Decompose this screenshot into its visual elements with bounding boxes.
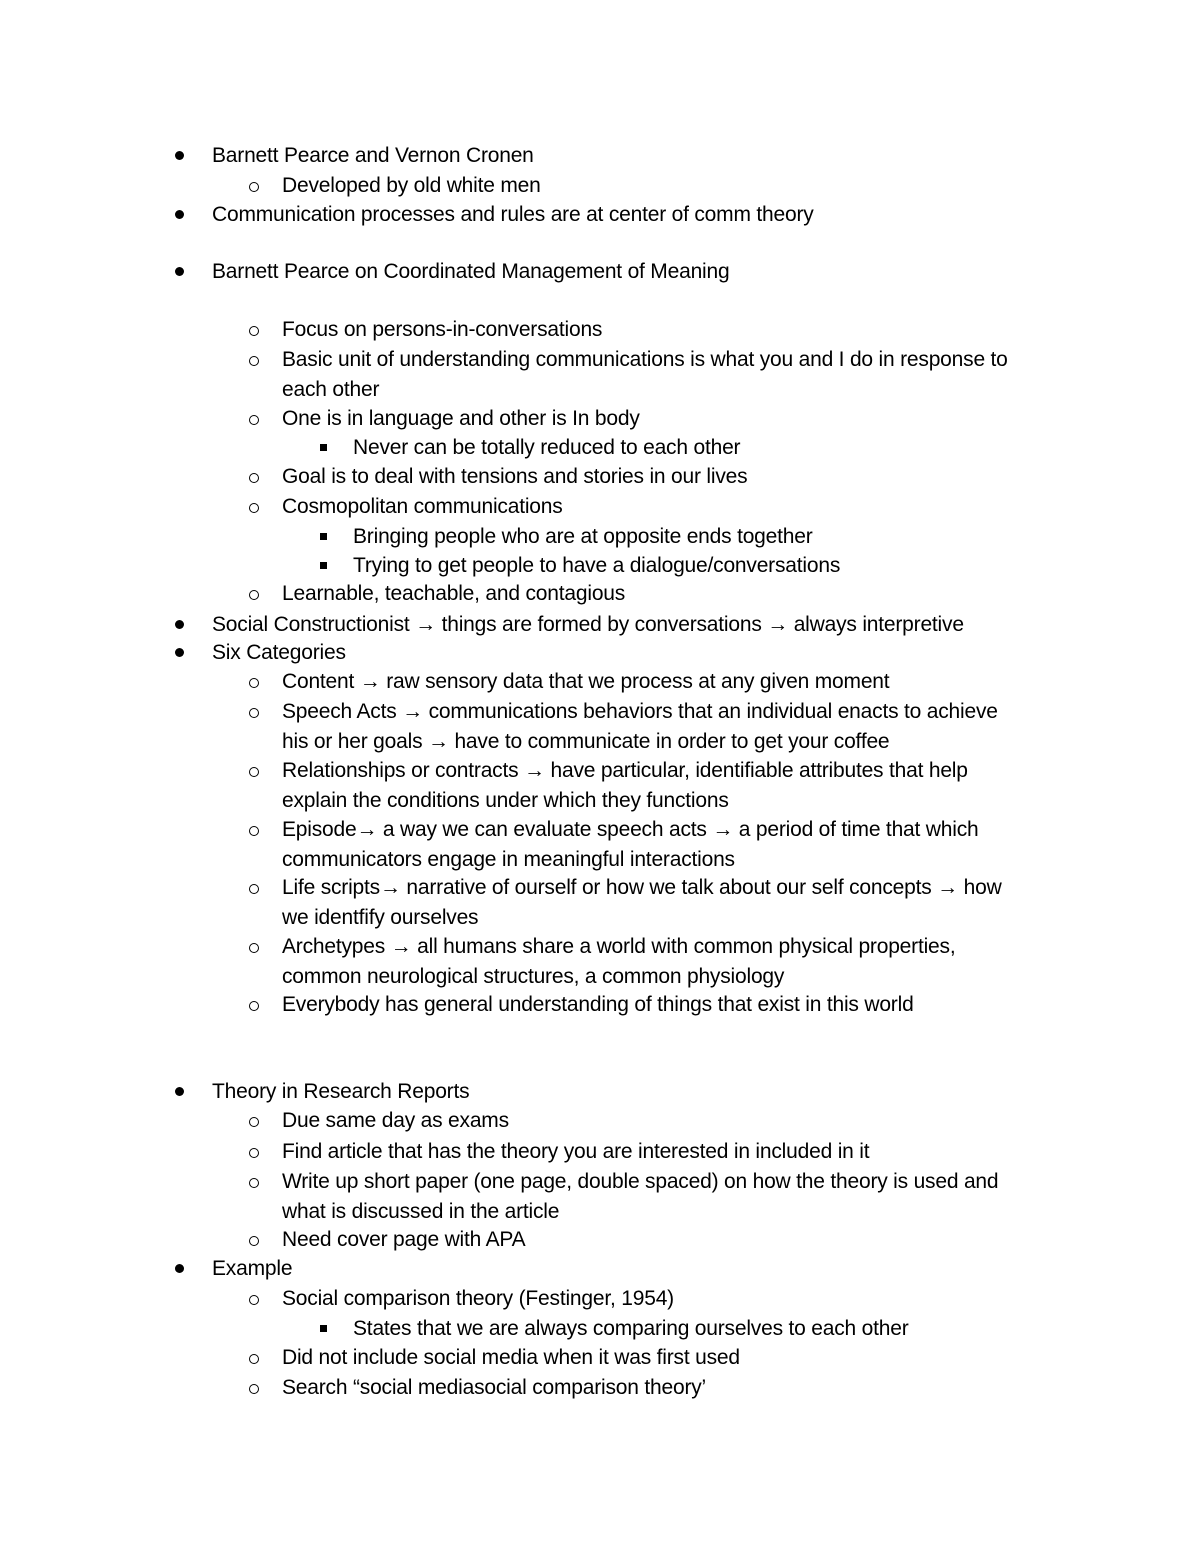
- bullet-text: Life scripts→ narrative of ourself or how we talk about our self concepts → how: [282, 876, 1002, 899]
- bullet-text: Goal is to deal with tensions and stories in our lives: [282, 465, 748, 488]
- bullet-text: Six Categories: [212, 641, 346, 664]
- disc-bullet-icon: [175, 1087, 184, 1096]
- disc-bullet-icon: [175, 648, 184, 657]
- circle-bullet-icon: [249, 1354, 259, 1364]
- circle-bullet-icon: [249, 1148, 259, 1158]
- bullet-text: communicators engage in meaningful interactions: [282, 848, 735, 871]
- bullet-text: Find article that has the theory you are interested in included in it: [282, 1140, 870, 1163]
- bullet-text: Speech Acts → communications behaviors that an individual enacts to achieve: [282, 700, 998, 723]
- bullet-text: Relationships or contracts → have particular, identifiable attributes that help: [282, 759, 968, 782]
- circle-bullet-icon: [249, 767, 259, 777]
- circle-bullet-icon: [249, 503, 259, 513]
- bullet-text: Content → raw sensory data that we process at any given moment: [282, 670, 890, 693]
- disc-bullet-icon: [175, 267, 184, 276]
- bullet-text: Trying to get people to have a dialogue/conversations: [353, 554, 841, 577]
- bullet-text: Archetypes → all humans share a world with common physical properties,: [282, 935, 956, 958]
- circle-bullet-icon: [249, 590, 259, 600]
- bullet-text: One is in language and other is In body: [282, 407, 640, 430]
- circle-bullet-icon: [249, 415, 259, 425]
- bullet-text: Write up short paper (one page, double spaced) on how the theory is used and: [282, 1170, 999, 1193]
- bullet-text: Basic unit of understanding communications is what you and I do in response to: [282, 348, 1008, 371]
- square-bullet-icon: [320, 533, 327, 540]
- circle-bullet-icon: [249, 708, 259, 718]
- bullet-text: Learnable, teachable, and contagious: [282, 582, 626, 605]
- bullet-text: Search “social mediasocial comparison theory’: [282, 1376, 707, 1399]
- bullet-text: Everybody has general understanding of things that exist in this world: [282, 993, 914, 1016]
- bullet-text: Social comparison theory (Festinger, 1954): [282, 1287, 674, 1310]
- circle-bullet-icon: [249, 1295, 259, 1305]
- bullet-text: Cosmopolitan communications: [282, 495, 563, 518]
- bullet-text: common neurological structures, a common physiology: [282, 965, 785, 988]
- bullet-text: States that we are always comparing ourselves to each other: [353, 1317, 909, 1340]
- bullet-text: Due same day as exams: [282, 1109, 509, 1132]
- bullet-text: his or her goals → have to communicate in order to get your coffee: [282, 730, 890, 753]
- disc-bullet-icon: [175, 620, 184, 629]
- disc-bullet-icon: [175, 210, 184, 219]
- circle-bullet-icon: [249, 826, 259, 836]
- square-bullet-icon: [320, 562, 327, 569]
- circle-bullet-icon: [249, 1001, 259, 1011]
- bullet-text: Episode→ a way we can evaluate speech acts → a period of time that which: [282, 818, 979, 841]
- circle-bullet-icon: [249, 1384, 259, 1394]
- bullet-text: Example: [212, 1257, 293, 1280]
- bullet-text: what is discussed in the article: [282, 1200, 560, 1223]
- circle-bullet-icon: [249, 884, 259, 894]
- circle-bullet-icon: [249, 356, 259, 366]
- circle-bullet-icon: [249, 1117, 259, 1127]
- disc-bullet-icon: [175, 151, 184, 160]
- circle-bullet-icon: [249, 678, 259, 688]
- bullet-text: Developed by old white men: [282, 174, 541, 197]
- bullet-text: Theory in Research Reports: [212, 1080, 470, 1103]
- circle-bullet-icon: [249, 1178, 259, 1188]
- circle-bullet-icon: [249, 473, 259, 483]
- circle-bullet-icon: [249, 326, 259, 336]
- square-bullet-icon: [320, 1325, 327, 1332]
- circle-bullet-icon: [249, 1236, 259, 1246]
- bullet-text: Barnett Pearce and Vernon Cronen: [212, 144, 534, 167]
- bullet-text: Never can be totally reduced to each other: [353, 436, 741, 459]
- bullet-text: Barnett Pearce on Coordinated Management of Meaning: [212, 260, 730, 283]
- bullet-text: Communication processes and rules are at center of comm theory: [212, 203, 814, 226]
- circle-bullet-icon: [249, 182, 259, 192]
- bullet-text: explain the conditions under which they functions: [282, 789, 729, 812]
- circle-bullet-icon: [249, 943, 259, 953]
- bullet-text: each other: [282, 378, 380, 401]
- bullet-text: Social Constructionist → things are formed by conversations → always interpretive: [212, 613, 964, 636]
- bullet-text: Did not include social media when it was first used: [282, 1346, 740, 1369]
- bullet-text: Need cover page with APA: [282, 1228, 526, 1251]
- bullet-text: Bringing people who are at opposite ends together: [353, 525, 813, 548]
- bullet-text: Focus on persons-in-conversations: [282, 318, 603, 341]
- disc-bullet-icon: [175, 1264, 184, 1273]
- square-bullet-icon: [320, 444, 327, 451]
- bullet-text: we identfify ourselves: [282, 906, 479, 929]
